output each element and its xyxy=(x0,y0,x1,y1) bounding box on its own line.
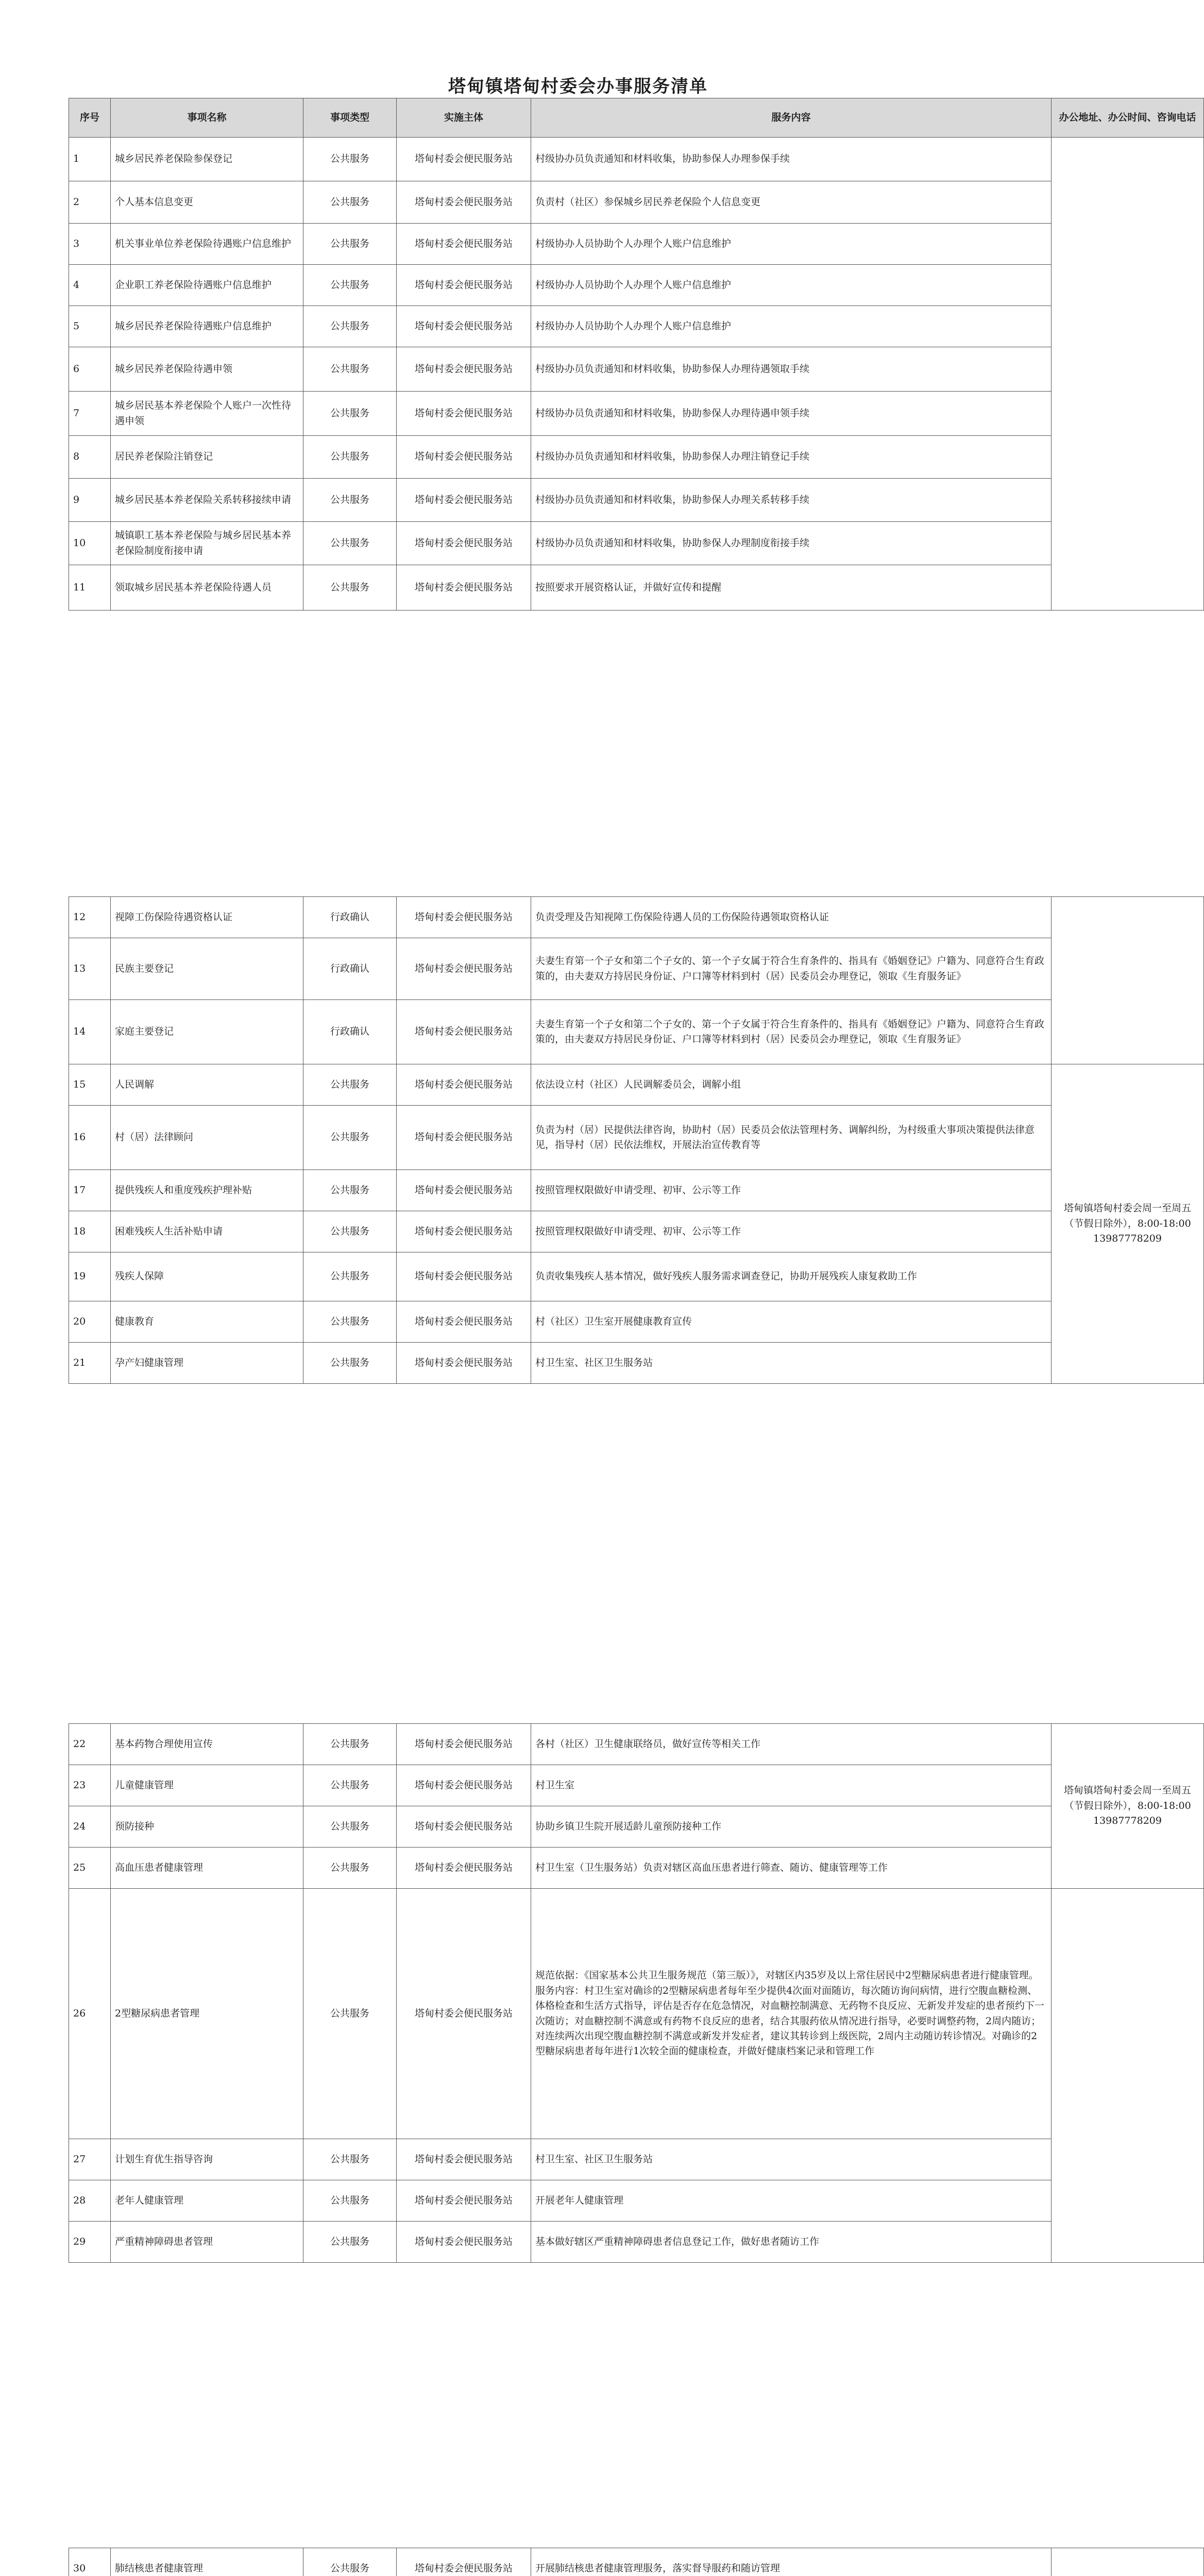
item-type: 行政确认 xyxy=(303,938,397,1000)
item-name: 健康教育 xyxy=(111,1301,303,1343)
item-type: 公共服务 xyxy=(303,2139,397,2180)
item-name: 人民调解 xyxy=(111,1064,303,1106)
item-type: 公共服务 xyxy=(303,1848,397,1889)
item-type: 公共服务 xyxy=(303,1106,397,1170)
item-type: 公共服务 xyxy=(303,1343,397,1384)
service-table-block xyxy=(69,2548,1204,2576)
column-header: 事项名称 xyxy=(111,98,303,138)
item-name: 计划生育优生指导咨询 xyxy=(111,2139,303,2180)
service-content: 按照管理权限做好申请受理、初审、公示等工作 xyxy=(531,1211,1052,1252)
table-row xyxy=(69,1724,1204,1765)
row-number: 7 xyxy=(69,392,111,436)
row-number: 14 xyxy=(69,1000,111,1064)
implementing-body: 塔甸村委会便民服务站 xyxy=(397,1170,531,1211)
row-number: 13 xyxy=(69,938,111,1000)
service-content: 基本做好辖区严重精神障碍患者信息登记工作，做好患者随访工作 xyxy=(531,2222,1052,2263)
item-type: 公共服务 xyxy=(303,1765,397,1806)
contact-cell xyxy=(1052,138,1204,611)
row-number: 21 xyxy=(69,1343,111,1384)
item-name: 领取城乡居民基本养老保险待遇人员 xyxy=(111,565,303,611)
item-name: 肺结核患者健康管理 xyxy=(111,2548,303,2576)
row-number: 24 xyxy=(69,1806,111,1848)
service-content: 夫妻生育第一个子女和第二个子女的、第一个子女属于符合生育条件的、指具有《婚姻登记》户籍为、同意符合生育政策的，由夫妻双方持居民身份证、户口簿等材料到村（居）民委员会办理登记，领取《生育服务证》 xyxy=(531,1000,1052,1064)
table-row xyxy=(69,479,1204,522)
item-name: 孕产妇健康管理 xyxy=(111,1343,303,1384)
implementing-body: 塔甸村委会便民服务站 xyxy=(397,565,531,611)
item-name: 居民养老保险注销登记 xyxy=(111,436,303,479)
row-number: 26 xyxy=(69,1889,111,2139)
row-number: 15 xyxy=(69,1064,111,1106)
row-number: 23 xyxy=(69,1765,111,1806)
item-name: 机关事业单位养老保险待遇账户信息维护 xyxy=(111,224,303,265)
implementing-body: 塔甸村委会便民服务站 xyxy=(397,1343,531,1384)
item-name: 困难残疾人生活补贴申请 xyxy=(111,1211,303,1252)
item-type: 公共服务 xyxy=(303,479,397,522)
column-header: 序号 xyxy=(69,98,111,138)
item-type: 公共服务 xyxy=(303,347,397,392)
table-row xyxy=(69,1211,1204,1252)
service-content: 按照管理权限做好申请受理、初审、公示等工作 xyxy=(531,1170,1052,1211)
item-type: 公共服务 xyxy=(303,224,397,265)
item-type: 公共服务 xyxy=(303,1806,397,1848)
table-row xyxy=(69,1848,1204,1889)
table-row xyxy=(69,938,1204,1000)
service-content: 负责为村（居）民提供法律咨询，协助村（居）民委员会依法管理村务、调解纠纷，为村级重大事项决策提供法律意见，指导村（居）民依法维权，开展法治宣传教育等 xyxy=(531,1106,1052,1170)
item-type: 公共服务 xyxy=(303,265,397,306)
item-name: 个人基本信息变更 xyxy=(111,181,303,224)
implementing-body: 塔甸村委会便民服务站 xyxy=(397,897,531,938)
service-content: 村级协办员负责通知和材料收集，协助参保人办理制度衔接手续 xyxy=(531,522,1052,565)
column-header: 事项类型 xyxy=(303,98,397,138)
item-type: 公共服务 xyxy=(303,2222,397,2263)
table-row xyxy=(69,436,1204,479)
implementing-body: 塔甸村委会便民服务站 xyxy=(397,392,531,436)
service-content: 村级协办人员协助个人办理个人账户信息维护 xyxy=(531,224,1052,265)
item-name: 民族主要登记 xyxy=(111,938,303,1000)
row-number: 17 xyxy=(69,1170,111,1211)
table-row xyxy=(69,1806,1204,1848)
table-row xyxy=(69,347,1204,392)
item-name: 城镇职工基本养老保险与城乡居民基本养老保险制度衔接申请 xyxy=(111,522,303,565)
item-name: 老年人健康管理 xyxy=(111,2180,303,2222)
table-row xyxy=(69,1765,1204,1806)
implementing-body: 塔甸村委会便民服务站 xyxy=(397,1806,531,1848)
table-row xyxy=(69,1106,1204,1170)
row-number: 2 xyxy=(69,181,111,224)
item-type: 公共服务 xyxy=(303,1211,397,1252)
table-row xyxy=(69,1889,1204,2139)
table-row xyxy=(69,2548,1204,2576)
row-number: 19 xyxy=(69,1252,111,1301)
row-number: 4 xyxy=(69,265,111,306)
row-number: 27 xyxy=(69,2139,111,2180)
row-number: 25 xyxy=(69,1848,111,1889)
table-row xyxy=(69,2222,1204,2263)
implementing-body: 塔甸村委会便民服务站 xyxy=(397,181,531,224)
item-type: 公共服务 xyxy=(303,181,397,224)
row-number: 5 xyxy=(69,306,111,347)
service-content: 夫妻生育第一个子女和第二个子女的、第一个子女属于符合生育条件的、指具有《婚姻登记》户籍为、同意符合生育政策的，由夫妻双方持居民身份证、户口簿等材料到村（居）民委员会办理登记，领取《生育服务证》 xyxy=(531,938,1052,1000)
implementing-body: 塔甸村委会便民服务站 xyxy=(397,479,531,522)
item-type: 公共服务 xyxy=(303,2548,397,2576)
table-row xyxy=(69,2180,1204,2222)
implementing-body: 塔甸村委会便民服务站 xyxy=(397,2139,531,2180)
implementing-body: 塔甸村委会便民服务站 xyxy=(397,522,531,565)
implementing-body: 塔甸村委会便民服务站 xyxy=(397,1252,531,1301)
service-content: 依法设立村（社区）人民调解委员会，调解小组 xyxy=(531,1064,1052,1106)
service-content: 负责受理及告知视障工伤保险待遇人员的工伤保险待遇领取资格认证 xyxy=(531,897,1052,938)
item-name: 村（居）法律顾问 xyxy=(111,1106,303,1170)
implementing-body: 塔甸村委会便民服务站 xyxy=(397,138,531,181)
table-row xyxy=(69,522,1204,565)
item-type: 公共服务 xyxy=(303,436,397,479)
table-row xyxy=(69,565,1204,611)
item-name: 2型糖尿病患者管理 xyxy=(111,1889,303,2139)
service-content: 村级协办人员协助个人办理个人账户信息维护 xyxy=(531,265,1052,306)
table-row xyxy=(69,224,1204,265)
row-number: 12 xyxy=(69,897,111,938)
row-number: 3 xyxy=(69,224,111,265)
service-content: 各村（社区）卫生健康联络员，做好宣传等相关工作 xyxy=(531,1724,1052,1765)
table-row xyxy=(69,1064,1204,1106)
column-header: 实施主体 xyxy=(397,98,531,138)
table-row xyxy=(69,392,1204,436)
item-name: 城乡居民养老保险待遇账户信息维护 xyxy=(111,306,303,347)
item-name: 家庭主要登记 xyxy=(111,1000,303,1064)
item-type: 公共服务 xyxy=(303,1170,397,1211)
item-name: 基本药物合理使用宣传 xyxy=(111,1724,303,1765)
service-content: 村级协办员负责通知和材料收集，协助参保人办理参保手续 xyxy=(531,138,1052,181)
item-name: 视障工伤保险待遇资格认证 xyxy=(111,897,303,938)
service-content: 村级协办员负责通知和材料收集，协助参保人办理待遇申领手续 xyxy=(531,392,1052,436)
implementing-body: 塔甸村委会便民服务站 xyxy=(397,436,531,479)
row-number: 9 xyxy=(69,479,111,522)
column-header: 办公地址、办公时间、咨询电话 xyxy=(1052,98,1204,138)
contact-info xyxy=(1052,2548,1204,2576)
item-name: 城乡居民养老保险待遇申领 xyxy=(111,347,303,392)
item-name: 提供残疾人和重度残疾护理补贴 xyxy=(111,1170,303,1211)
item-type: 公共服务 xyxy=(303,1252,397,1301)
implementing-body: 塔甸村委会便民服务站 xyxy=(397,1106,531,1170)
implementing-body: 塔甸村委会便民服务站 xyxy=(397,1000,531,1064)
service-content: 负责收集残疾人基本情况，做好残疾人服务需求调查登记，协助开展残疾人康复救助工作 xyxy=(531,1252,1052,1301)
implementing-body: 塔甸村委会便民服务站 xyxy=(397,265,531,306)
row-number: 18 xyxy=(69,1211,111,1252)
item-type: 公共服务 xyxy=(303,1724,397,1765)
item-name: 城乡居民养老保险参保登记 xyxy=(111,138,303,181)
item-name: 预防接种 xyxy=(111,1806,303,1848)
contact-cell xyxy=(1052,1889,1204,2263)
row-number: 6 xyxy=(69,347,111,392)
item-type: 公共服务 xyxy=(303,306,397,347)
table-row xyxy=(69,265,1204,306)
item-name: 城乡居民基本养老保险个人账户一次性待遇申领 xyxy=(111,392,303,436)
row-number: 20 xyxy=(69,1301,111,1343)
item-name: 城乡居民基本养老保险关系转移接续申请 xyxy=(111,479,303,522)
implementing-body: 塔甸村委会便民服务站 xyxy=(397,347,531,392)
service-content: 村卫生室 xyxy=(531,1765,1052,1806)
implementing-body: 塔甸村委会便民服务站 xyxy=(397,1064,531,1106)
item-name: 残疾人保障 xyxy=(111,1252,303,1301)
service-content: 村级协办员负责通知和材料收集，协助参保人办理待遇领取手续 xyxy=(531,347,1052,392)
contact-info: 塔甸镇塔甸村委会周一至周五（节假日除外），8:00-18:00 13987778209 xyxy=(1052,1724,1204,1889)
item-type: 公共服务 xyxy=(303,1889,397,2139)
row-number: 1 xyxy=(69,138,111,181)
row-number: 11 xyxy=(69,565,111,611)
implementing-body: 塔甸村委会便民服务站 xyxy=(397,2222,531,2263)
item-type: 行政确认 xyxy=(303,897,397,938)
service-content: 规范依据：《国家基本公共卫生服务规范（第三版）》，对辖区内35岁及以上常住居民中2型糖尿病患者进行健康管理。服务内容：村卫生室对确诊的2型糖尿病患者每年至少提供4次面对面随访，每次随访询问病情，进行空腹血糖检测、体格检查和生活方式指导，评估是否存在危急情况，对血糖控制满意、无药物不良反应、无新发并发症的患者预约下一次随访；对血糖控制不满意或有药物不良反应的患者，结合其服药依从情况进行指导，必要时调整药物，2周内随访；对连续两次出现空腹血糖控制不满意或新发并发症者，建议其转诊到上级医院，2周内主动随访转诊情况。对确诊的2型糖尿病患者每年进行1次较全面的健康检查，并做好健康档案记录和管理工作 xyxy=(531,1889,1052,2139)
service-content: 按照要求开展资格认证，并做好宣传和提醒 xyxy=(531,565,1052,611)
implementing-body: 塔甸村委会便民服务站 xyxy=(397,938,531,1000)
service-content: 负责村（社区）参保城乡居民养老保险个人信息变更 xyxy=(531,181,1052,224)
table-row xyxy=(69,1252,1204,1301)
table-row xyxy=(69,181,1204,224)
implementing-body: 塔甸村委会便民服务站 xyxy=(397,1889,531,2139)
table-header-row xyxy=(69,98,1204,138)
row-number: 10 xyxy=(69,522,111,565)
service-content: 开展肺结核患者健康管理服务，落实督导服药和随访管理 xyxy=(531,2548,1052,2576)
service-content: 村级协办人员协助个人办理个人账户信息维护 xyxy=(531,306,1052,347)
table-row xyxy=(69,1000,1204,1064)
service-content: 村卫生室、社区卫生服务站 xyxy=(531,1343,1052,1384)
service-table-block xyxy=(69,98,1204,611)
table-row xyxy=(69,1170,1204,1211)
implementing-body: 塔甸村委会便民服务站 xyxy=(397,1211,531,1252)
service-content: 村级协办员负责通知和材料收集，协助参保人办理注销登记手续 xyxy=(531,436,1052,479)
item-type: 行政确认 xyxy=(303,1000,397,1064)
contact-cell xyxy=(1052,897,1204,1064)
table-row xyxy=(69,1343,1204,1384)
service-content: 村卫生室、社区卫生服务站 xyxy=(531,2139,1052,2180)
item-type: 公共服务 xyxy=(303,522,397,565)
item-type: 公共服务 xyxy=(303,2180,397,2222)
item-name: 严重精神障碍患者管理 xyxy=(111,2222,303,2263)
implementing-body: 塔甸村委会便民服务站 xyxy=(397,1848,531,1889)
implementing-body: 塔甸村委会便民服务站 xyxy=(397,2548,531,2576)
table-row xyxy=(69,138,1204,181)
service-content: 开展老年人健康管理 xyxy=(531,2180,1052,2222)
service-table-block xyxy=(69,1723,1204,2263)
item-type: 公共服务 xyxy=(303,1064,397,1106)
table-row xyxy=(69,1301,1204,1343)
item-type: 公共服务 xyxy=(303,138,397,181)
implementing-body: 塔甸村委会便民服务站 xyxy=(397,224,531,265)
row-number: 22 xyxy=(69,1724,111,1765)
service-content: 村级协办员负责通知和材料收集，协助参保人办理关系转移手续 xyxy=(531,479,1052,522)
page-title: 塔甸镇塔甸村委会办事服务清单 xyxy=(448,76,708,97)
table-row xyxy=(69,306,1204,347)
table-row xyxy=(69,897,1204,938)
table-row xyxy=(69,2139,1204,2180)
row-number: 8 xyxy=(69,436,111,479)
service-content: 村（社区）卫生室开展健康教育宣传 xyxy=(531,1301,1052,1343)
row-number: 28 xyxy=(69,2180,111,2222)
item-name: 企业职工养老保险待遇账户信息维护 xyxy=(111,265,303,306)
item-type: 公共服务 xyxy=(303,392,397,436)
row-number: 30 xyxy=(69,2548,111,2576)
row-number: 29 xyxy=(69,2222,111,2263)
implementing-body: 塔甸村委会便民服务站 xyxy=(397,1724,531,1765)
item-type: 公共服务 xyxy=(303,565,397,611)
service-content: 村卫生室（卫生服务站）负责对辖区高血压患者进行筛查、随访、健康管理等工作 xyxy=(531,1848,1052,1889)
item-name: 高血压患者健康管理 xyxy=(111,1848,303,1889)
row-number: 16 xyxy=(69,1106,111,1170)
implementing-body: 塔甸村委会便民服务站 xyxy=(397,1301,531,1343)
service-content: 协助乡镇卫生院开展适龄儿童预防接种工作 xyxy=(531,1806,1052,1848)
item-name: 儿童健康管理 xyxy=(111,1765,303,1806)
service-table-block xyxy=(69,896,1204,1384)
implementing-body: 塔甸村委会便民服务站 xyxy=(397,2180,531,2222)
implementing-body: 塔甸村委会便民服务站 xyxy=(397,306,531,347)
item-type: 公共服务 xyxy=(303,1301,397,1343)
contact-info: 塔甸镇塔甸村委会周一至周五（节假日除外），8:00-18:00 13987778209 xyxy=(1052,1064,1204,1384)
column-header: 服务内容 xyxy=(531,98,1052,138)
implementing-body: 塔甸村委会便民服务站 xyxy=(397,1765,531,1806)
